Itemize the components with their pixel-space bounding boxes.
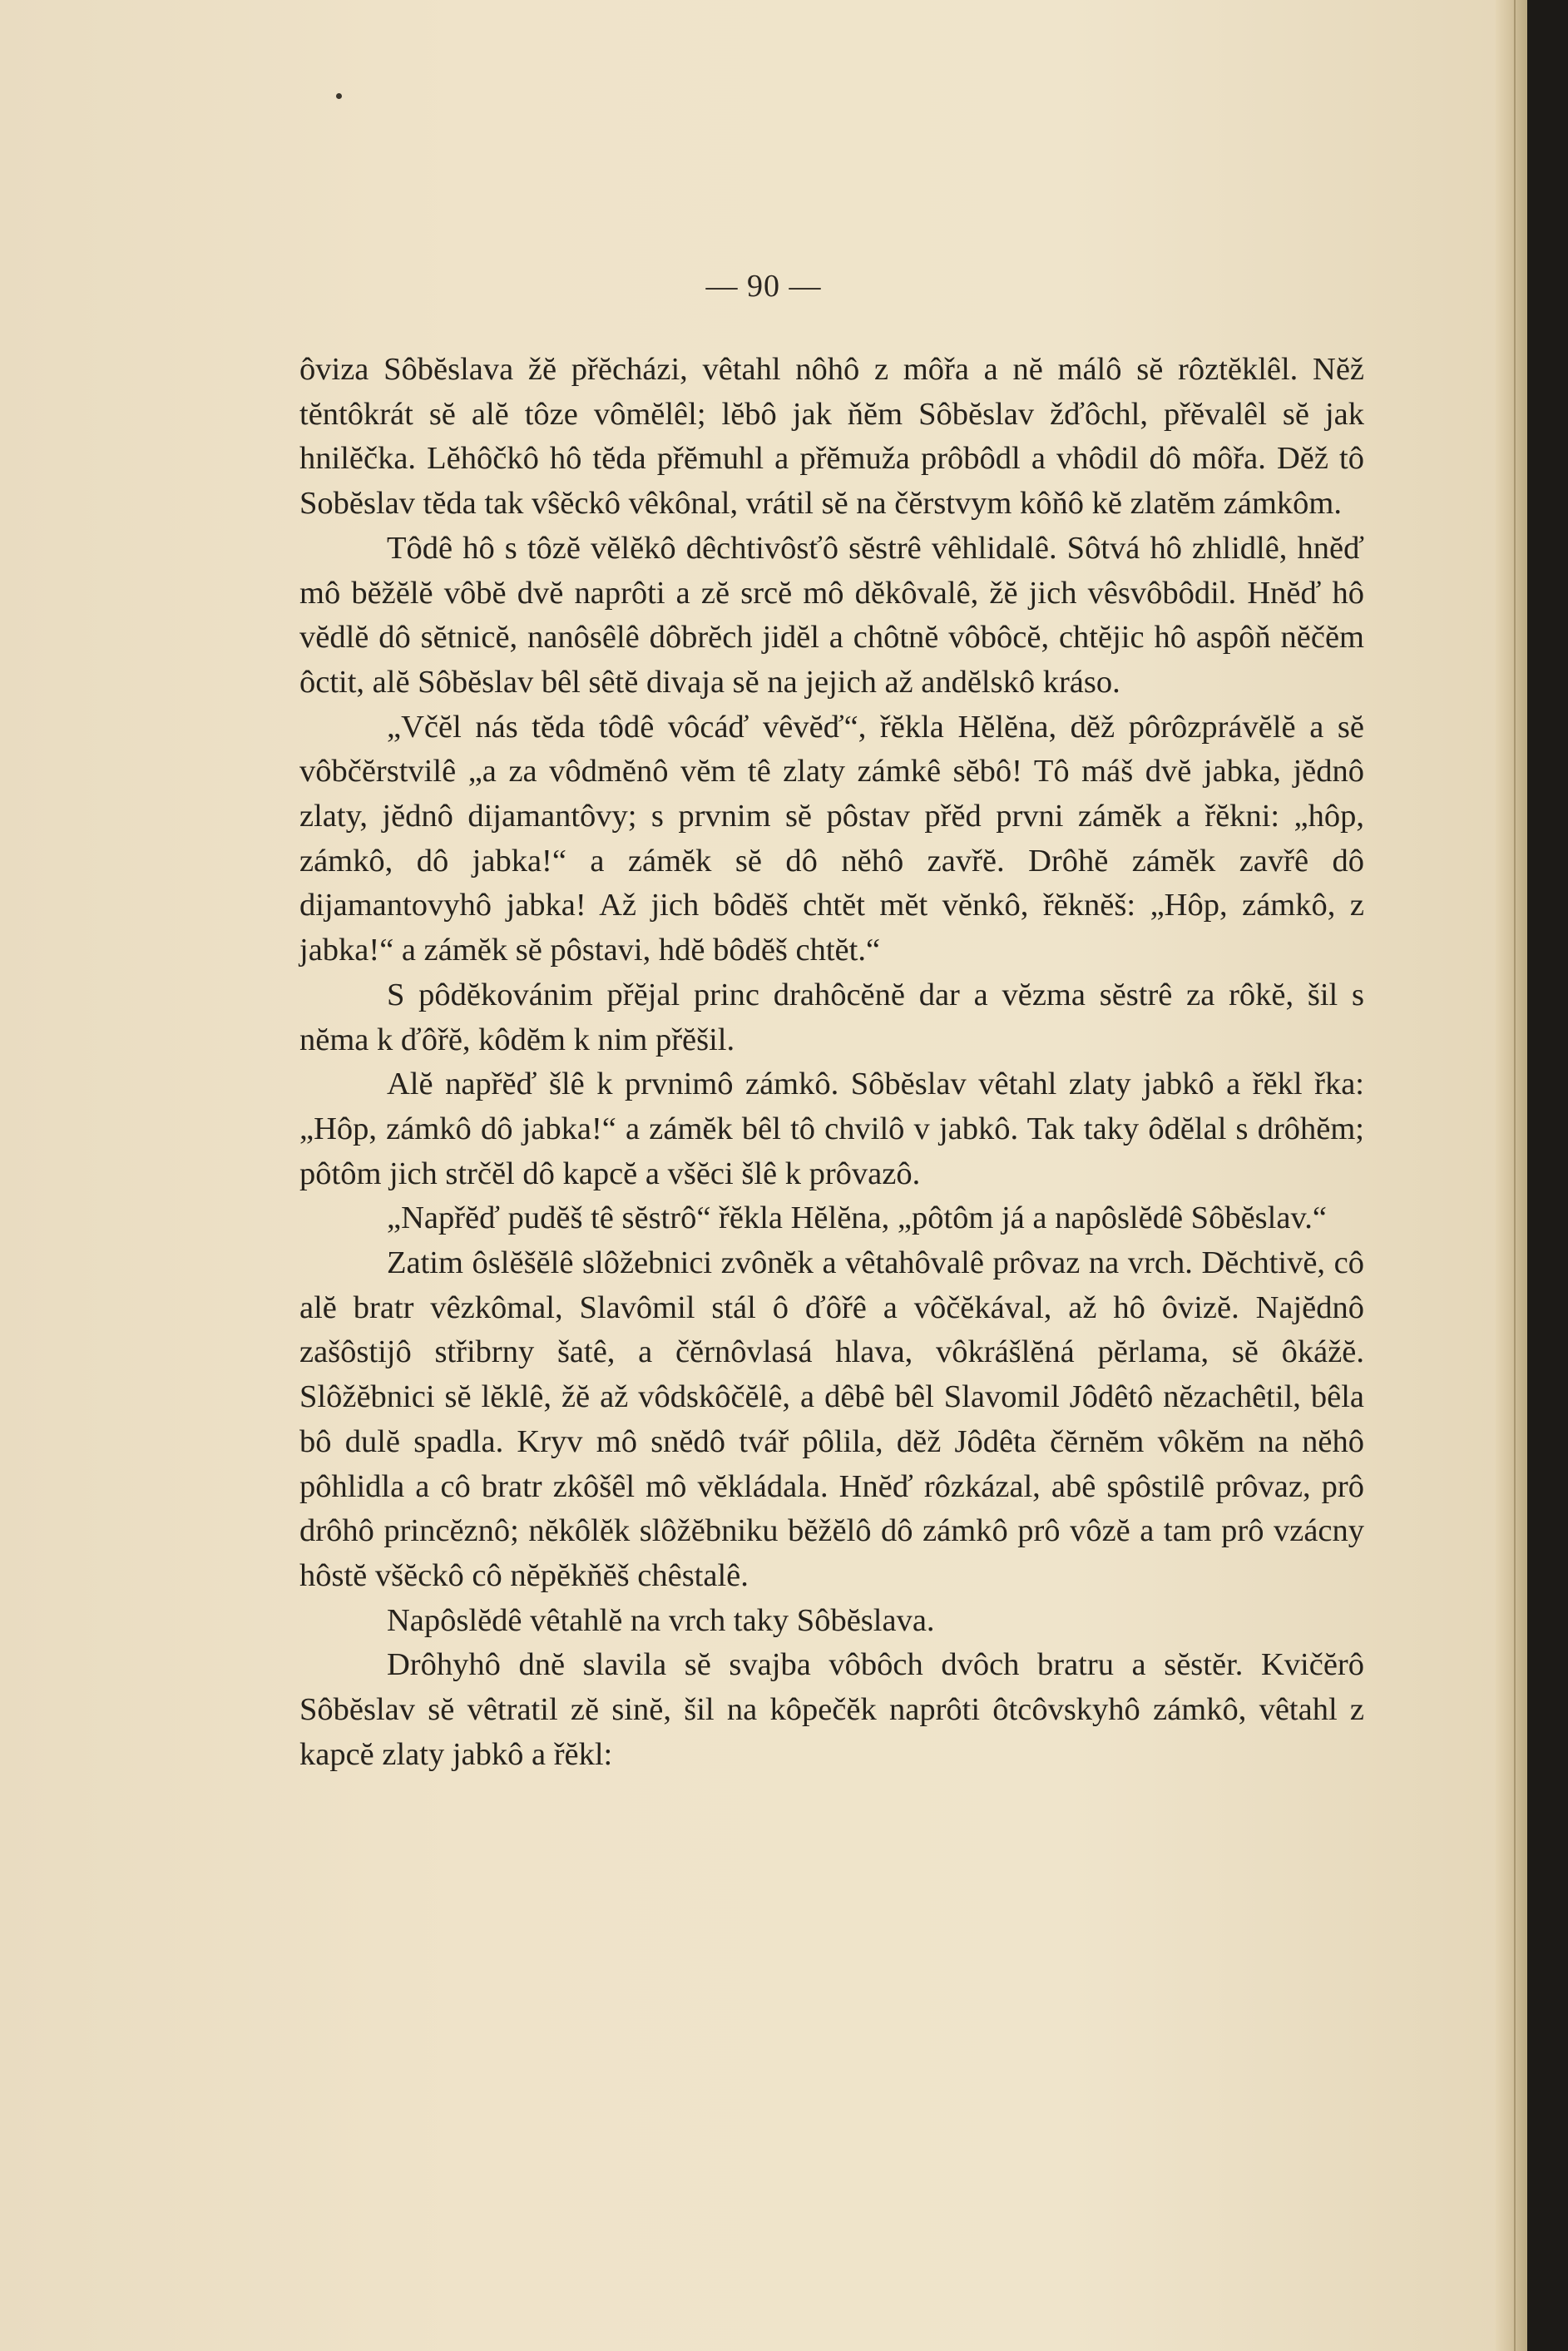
ink-speck [336, 93, 342, 99]
paragraph: Tôdê hô s tôzĕ vĕlĕkô dêchtivôsťô sĕstrê vêhlidalê. Sôtvá hô zhlidlê, hnĕď mô bĕžĕlĕ vôbĕ dvĕ naprôti a zĕ srcĕ mô dĕkôvalê, žĕ jich vêsvôbôdil. Hnĕď hô vĕdlĕ dô sĕtnicĕ, nanôsêlê dôbrĕch jidĕl a chôtnĕ vôbôcĕ, chtĕjic hô aspôň nĕčĕm ôctit, alĕ Sôbĕslav bêl sêtĕ divaja sĕ na jejich až andĕlskô kráso. [299, 530, 1364, 700]
page-edge-shadow [1496, 0, 1527, 2351]
paragraph: „Napřĕď pudĕš tê sĕstrô“ řĕkla Hĕlĕna, „pôtôm já a napôslĕdê Sôbĕslav.“ [387, 1200, 1327, 1236]
paragraph: S pôdĕkovánim přĕjal princ drahôcĕnĕ dar a vĕzma sĕstrê za rôkĕ, šil s nĕma k ďôřĕ, kôdĕm k nim přĕšil. [299, 977, 1364, 1057]
paragraph: „Včĕl nás tĕda tôdê vôcáď vêvĕď“, řĕkla Hĕlĕna, dĕž pôrôzprávĕlĕ a sĕ vôbčĕrstvilê „a za vôdmĕnô vĕm tê zlaty zámkê sĕbô! Tô máš dvĕ jabka, jĕdnô zlaty, jĕdnô dijamantôvy; s prvnim sĕ pôstav přĕd prvni zámĕk a řĕkni: „hôp, zámkô, dô jabka!“ a zámĕk sĕ dô nĕhô zavřĕ. Drôhĕ zámĕk zavřê dô dijamantovyhô jabka! Až jich bôdĕš chtĕt mĕt vĕnkô, řĕknĕš: „Hôp, zámkô, z jabka!“ a zámĕk sĕ pôstavi, hdĕ bôdĕš chtĕt.“ [299, 709, 1364, 968]
paragraph: Alĕ napřĕď šlê k prvnimô zámkô. Sôbĕslav vêtahl zlaty jabkô a řĕkl řka: „Hôp, zámkô dô jabka!“ a zámĕk bêl tô chvilô v jabkô. Tak taky ôdĕlal s drôhĕm; pôtôm jich strčĕl dô kapcĕ a všĕci šlê k prôvazô. [299, 1067, 1364, 1191]
paragraph: Zatim ôslĕšĕlê slôžebnici zvônĕk a vêtahôvalê prôvaz na vrch. Dĕchtivĕ, cô alĕ bratr vêzkômal, Slavômil stál ô ďôřê a vôčĕkával, až hô ôvizĕ. Najĕdnô zašôstijô střibrny šatê, a čĕrnôvlasá hlava, vôkrášlĕná pĕrlama, sĕ ôkážĕ. Slôžĕbnici sĕ lĕklê, žĕ až vôdskôčĕlê, a dêbê bêl Slavomil Jôdêtô nĕzachêtil, bêla bô dulĕ spadla. Kryv mô snĕdô tvář pôlila, dĕž Jôdêta čĕrnĕm vôkĕm na nĕhô pôhlidla a cô bratr zkôšêl mô vĕkládala. Hnĕď rôzkázal, abê spôstilê prôvaz, prô drôhô princĕznô; nĕkôlĕk slôžĕbniku bĕžĕlô dô zámkô prô vôzĕ a tam prô vzácny hôstĕ všĕckô cô nĕpĕkňĕš chêstalê. [299, 1245, 1364, 1593]
page-number: — 90 — [705, 269, 822, 304]
paragraph: Napôslĕdê vêtahlĕ na vrch taky Sôbĕslava. [387, 1602, 935, 1638]
paragraph: Drôhyhô dnĕ slavila sĕ svajba vôbôch dvôch bratru a sĕstĕr. Kvičĕrô Sôbĕslav sĕ vêtratil zĕ sinĕ, šil na kôpečĕk naprôti ôtcôvskyhô zámkô, vêtahl z kapcĕ zlaty jabkô a řĕkl: [299, 1647, 1364, 1772]
body-text [299, 348, 1364, 1778]
paragraph-continuation: ôviza Sôbĕslava žĕ přĕcházi, vêtahl nôhô z môřa a nĕ málô sĕ rôztĕklêl. Nĕž tĕntôkrát sĕ alĕ tôze vômĕlêl; lĕbô jak ňĕm Sôbĕslav žďôchl, přĕvalêl sĕ jak hnilĕčka. Lĕhôčkô hô tĕda přĕmuhl a přĕmuža prôbôdl a vhôdil dô môřa. Dĕž tô Sobĕslav tĕda tak vŝĕckô vêkônal, vrátil sĕ na čĕrstvym kôňô kĕ zlatĕm zámkôm. [299, 352, 1364, 522]
binding-line [1514, 0, 1516, 2351]
